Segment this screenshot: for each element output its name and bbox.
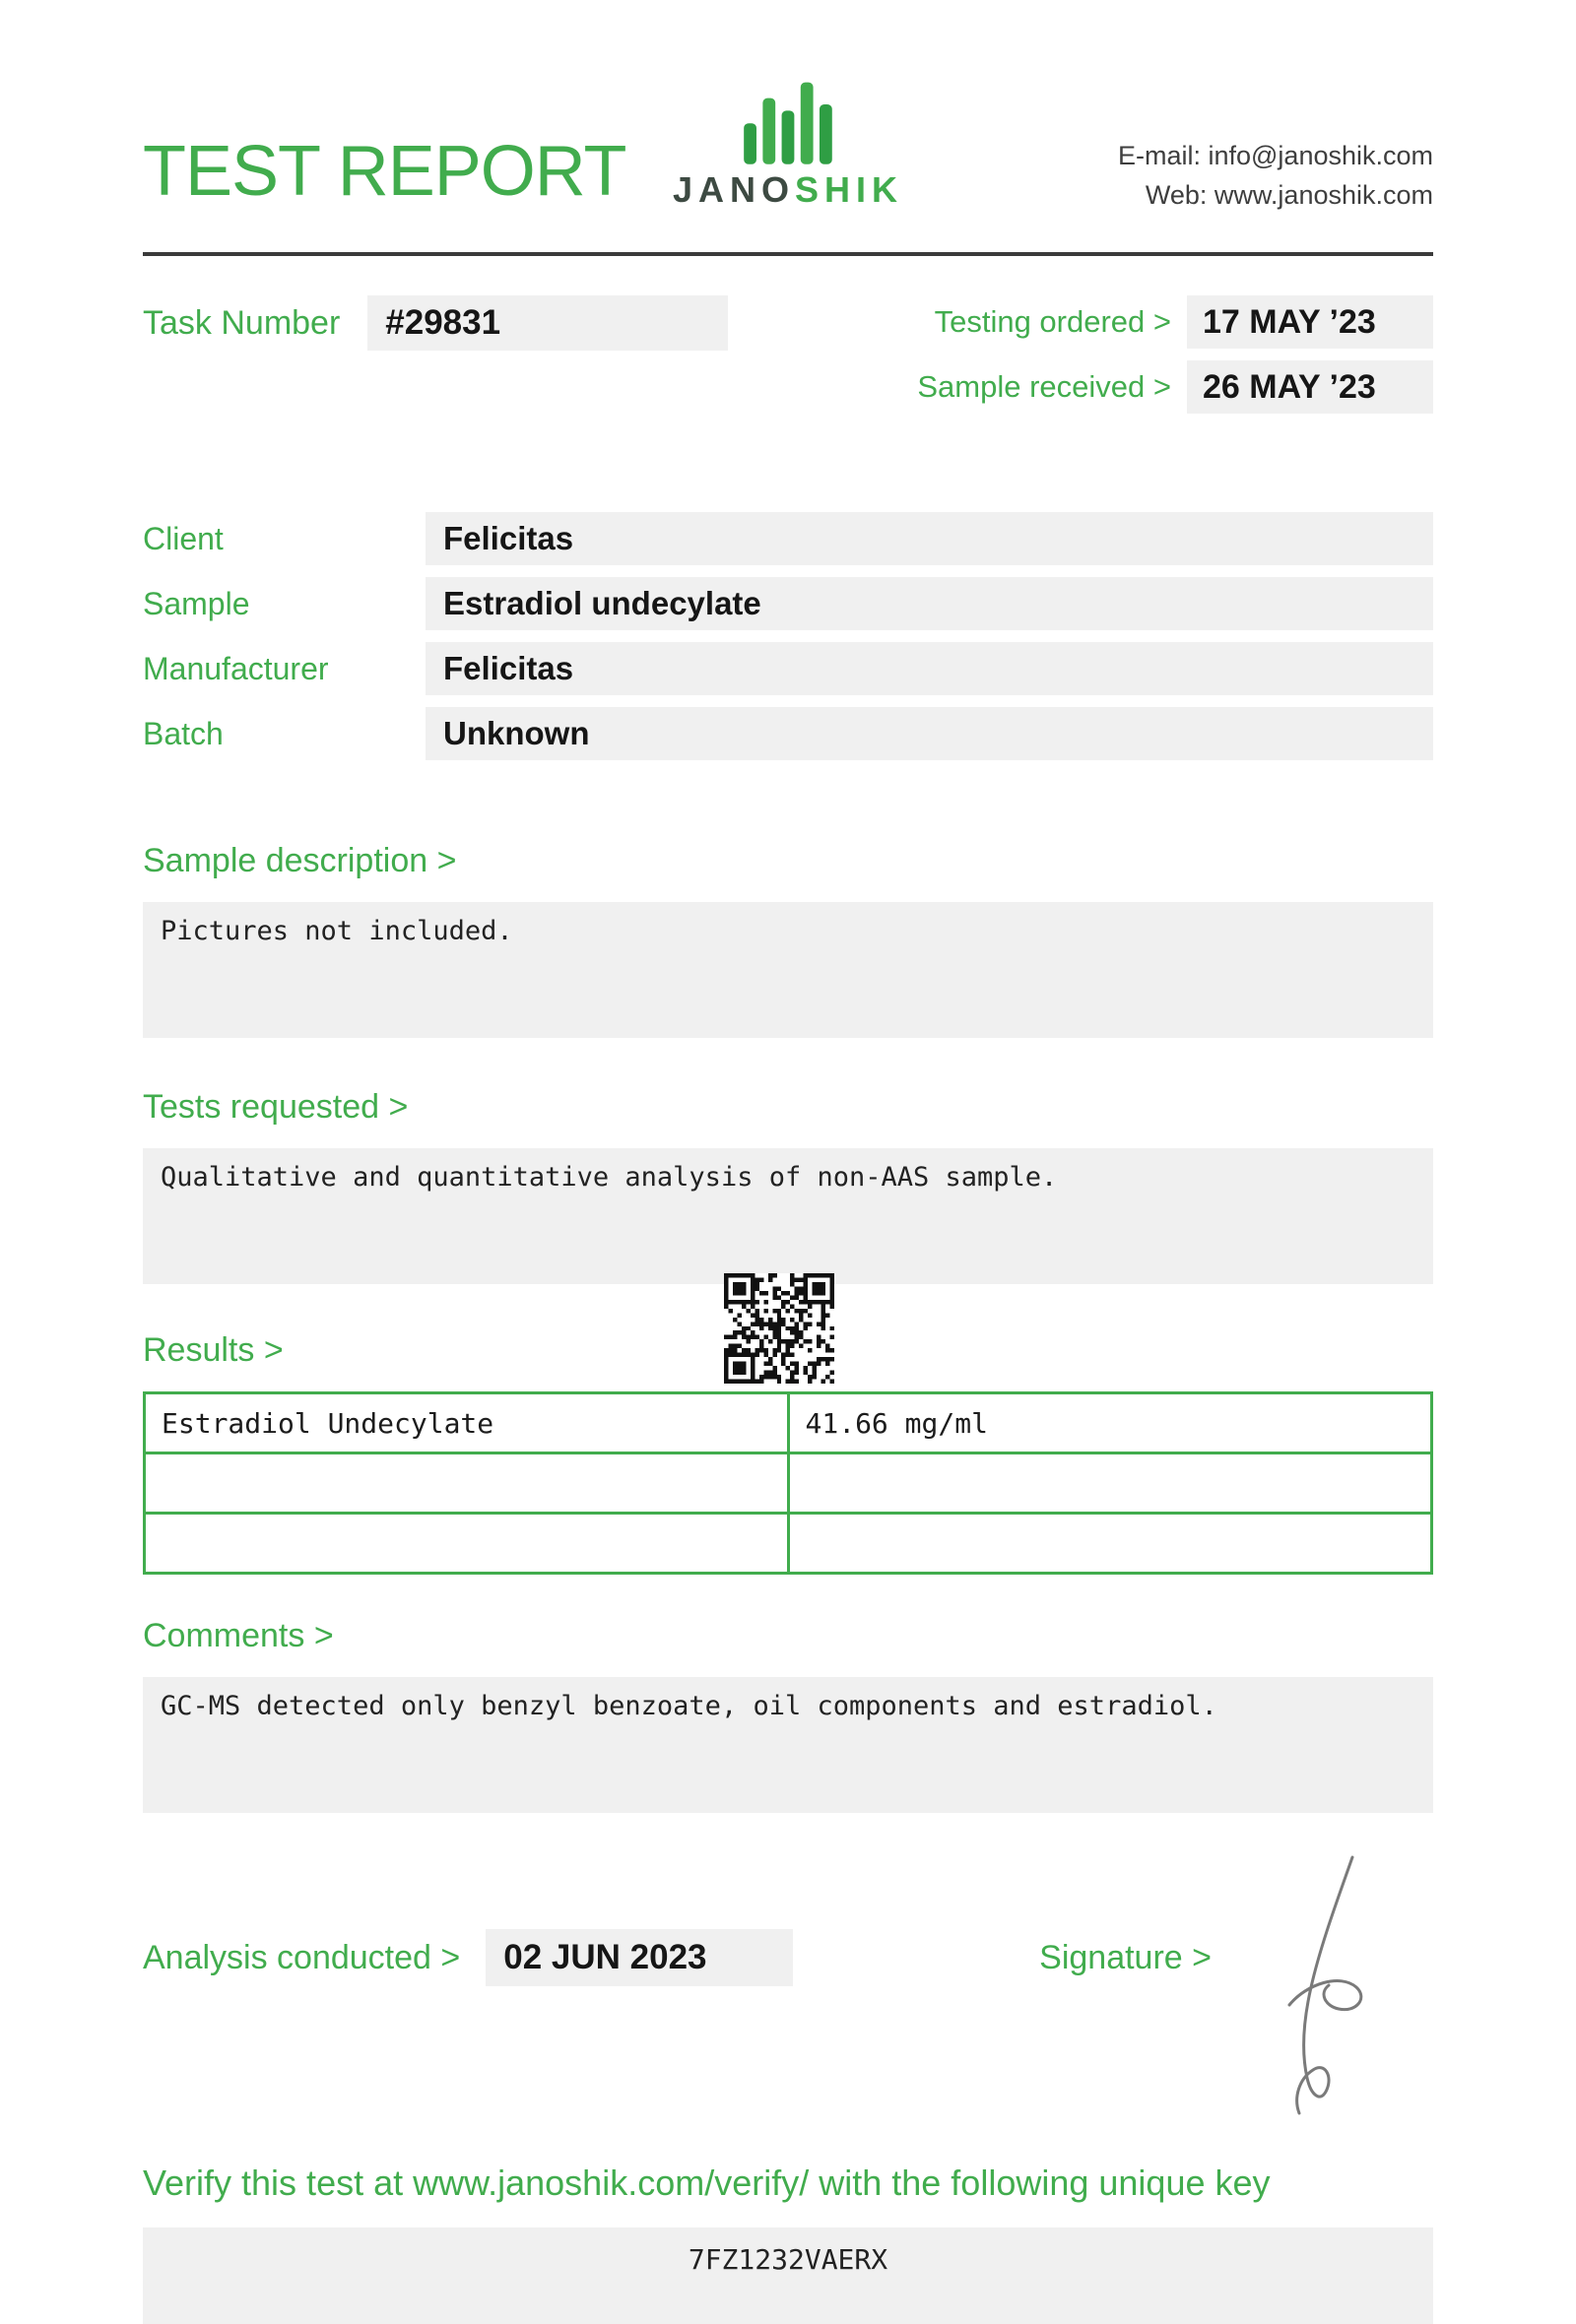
signature-image <box>1256 1849 1394 2125</box>
result-value: 41.66 mg/ml <box>788 1393 1432 1453</box>
header-divider <box>143 252 1433 256</box>
logo-bars-icon <box>741 75 835 165</box>
sample-received-row <box>917 360 1433 414</box>
sample-received-label: Sample received > <box>917 369 1171 404</box>
meta-dates <box>917 295 1433 414</box>
web-line <box>1118 175 1433 215</box>
detail-row-manufacturer <box>143 642 1433 695</box>
results-row-1 <box>145 1393 1432 1453</box>
email-label: E-mail: <box>1117 141 1201 170</box>
results-row-2 <box>145 1453 1432 1514</box>
task-number-row <box>143 295 728 351</box>
testing-ordered-label: Testing ordered > <box>934 304 1171 339</box>
manufacturer-value: Felicitas <box>426 642 1433 695</box>
testing-ordered-value: 17 MAY ’23 <box>1187 295 1433 349</box>
batch-value: Unknown <box>426 707 1433 760</box>
result-name-empty <box>145 1453 789 1514</box>
meta-row <box>143 295 1433 414</box>
batch-label: Batch <box>143 715 224 751</box>
sample-description-section <box>143 842 1433 1038</box>
janoshik-logo <box>673 75 903 211</box>
sample-description-heading: Sample description > <box>143 842 457 879</box>
comments-section <box>143 1617 1433 1813</box>
comments-body: GC-MS detected only benzyl benzoate, oil components and estradiol. <box>143 1677 1433 1813</box>
email-line <box>1118 136 1433 175</box>
analysis-conducted-label: Analysis conducted > <box>143 1938 461 1976</box>
task-number-label: Task Number <box>143 303 341 342</box>
tests-requested-heading: Tests requested > <box>143 1088 409 1126</box>
result-name: Estradiol Undecylate <box>145 1393 789 1453</box>
footer-row <box>143 1928 1433 1987</box>
verify-key: 7FZ1232VAERX <box>143 2227 1433 2324</box>
manufacturer-label: Manufacturer <box>143 650 329 686</box>
sample-description-body: Pictures not included. <box>143 902 1433 1038</box>
comments-heading: Comments > <box>143 1617 334 1654</box>
client-value: Felicitas <box>426 512 1433 565</box>
analysis-date-value: 02 JUN 2023 <box>486 1929 793 1986</box>
result-value-empty <box>788 1514 1432 1574</box>
results-table-wrap <box>143 1391 1433 1575</box>
tests-requested-section <box>143 1088 1433 1284</box>
task-number-value: #29831 <box>367 295 728 351</box>
results-section <box>143 1331 1433 1575</box>
detail-row-sample <box>143 577 1433 630</box>
client-label: Client <box>143 520 224 556</box>
results-heading: Results > <box>143 1331 284 1369</box>
logo-shik: SHIK <box>795 169 904 210</box>
sample-value: Estradiol undecylate <box>426 577 1433 630</box>
logo-wordmark <box>673 169 903 211</box>
result-name-empty <box>145 1514 789 1574</box>
sample-label: Sample <box>143 585 250 621</box>
web-label: Web: <box>1145 180 1208 210</box>
testing-ordered-row <box>935 295 1433 349</box>
web-value: www.janoshik.com <box>1214 180 1433 210</box>
qr-code <box>724 1273 834 1384</box>
tests-requested-body: Qualitative and quantitative analysis of non-AAS sample. <box>143 1148 1433 1284</box>
results-row-3 <box>145 1514 1432 1574</box>
detail-row-client <box>143 512 1433 565</box>
signature-label: Signature > <box>1039 1938 1212 1976</box>
verify-text: Verify this test at www.janoshik.com/verify/ with the following unique key <box>143 2163 1271 2203</box>
result-value-empty <box>788 1453 1432 1514</box>
email-value: info@janoshik.com <box>1208 141 1433 170</box>
contact-info <box>1118 136 1433 215</box>
report-title: TEST REPORT <box>143 132 626 211</box>
detail-row-batch <box>143 707 1433 760</box>
sample-received-value: 26 MAY ’23 <box>1187 360 1433 414</box>
results-table <box>143 1391 1433 1575</box>
logo-jano: JANO <box>672 169 796 210</box>
sample-details <box>143 512 1433 772</box>
